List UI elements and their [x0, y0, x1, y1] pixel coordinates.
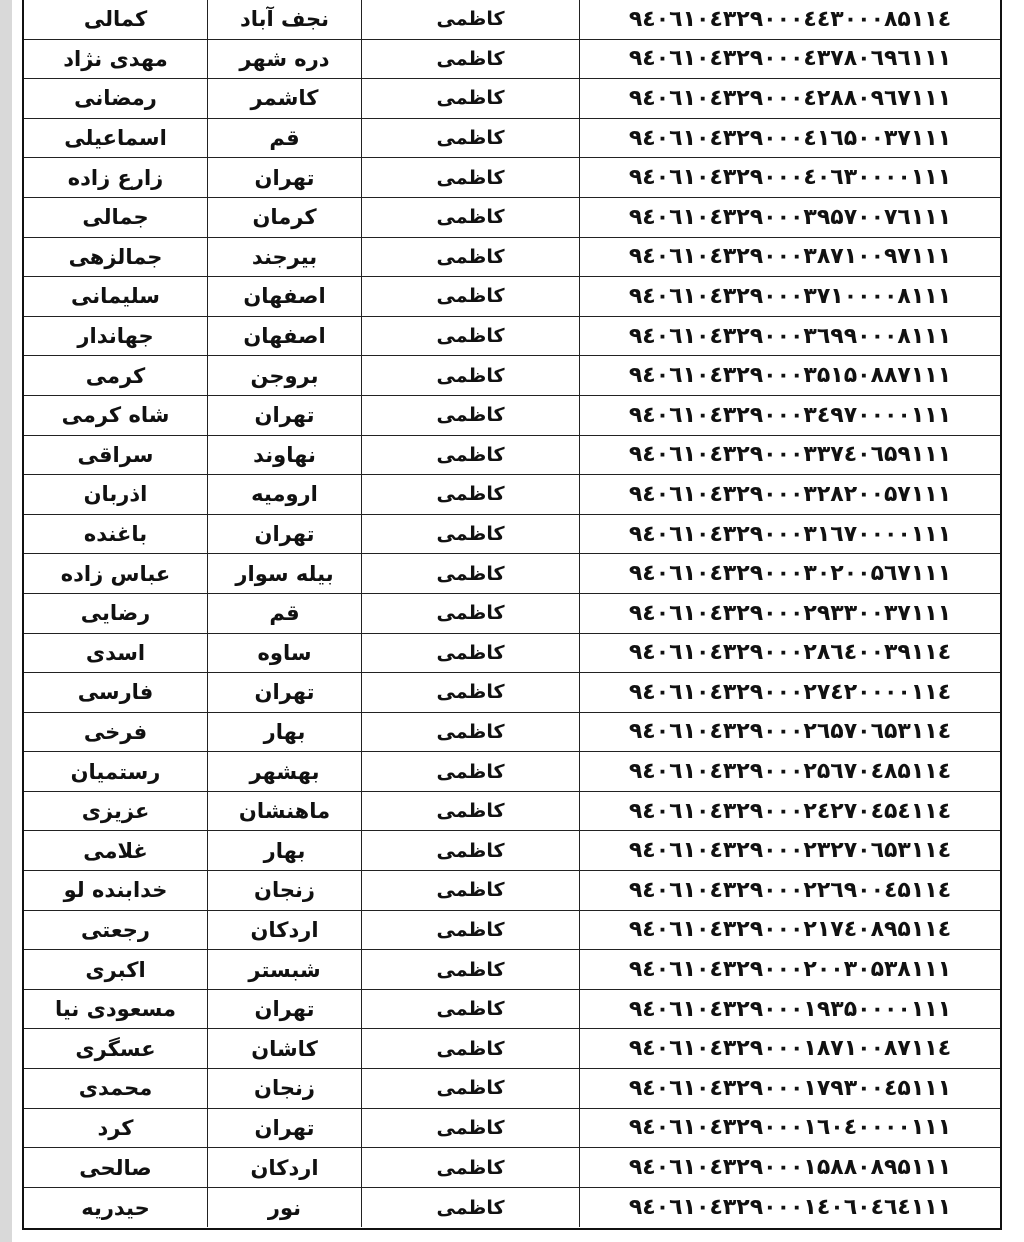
- family-cell: کاظمی: [362, 673, 580, 712]
- city-cell: اردکان: [208, 911, 362, 950]
- name-cell: کمالی: [24, 0, 208, 39]
- table-row: [24, 475, 1000, 515]
- family-cell: کاظمی: [362, 0, 580, 39]
- family-cell: کاظمی: [362, 158, 580, 197]
- account-number-cell: ۹٤۰٦۱۰٤۳۲۹۰۰۰٤٤۳۰۰۰۸۵۱۱٤: [628, 6, 952, 32]
- table-row: [24, 990, 1000, 1030]
- name-cell: شاه کرمی: [24, 396, 208, 435]
- city-cell: اصفهان: [208, 277, 362, 316]
- table-row: [24, 1069, 1000, 1109]
- name-cell: عسگری: [24, 1029, 208, 1068]
- family-cell: کاظمی: [362, 436, 580, 475]
- account-number-cell: ۹٤۰٦۱۰٤۳۲۹۰۰۰۳۸۷۱۰۰۹۷۱۱۱: [628, 244, 952, 270]
- family-cell: کاظمی: [362, 713, 580, 752]
- table-row: [24, 554, 1000, 594]
- city-cell: تهران: [208, 158, 362, 197]
- account-number-cell: ۹٤۰٦۱۰٤۳۲۹۰۰۰۲٤۲۷۰٤۵٤۱۱٤: [628, 798, 952, 824]
- name-cell: خدابنده لو: [24, 871, 208, 910]
- family-cell: کاظمی: [362, 1188, 580, 1228]
- name-cell: مسعودی نیا: [24, 990, 208, 1029]
- name-cell: اسماعیلی: [24, 119, 208, 158]
- account-number-cell: ۹٤۰٦۱۰٤۳۲۹۰۰۰۳۲۸۲۰۰۵۷۱۱۱: [628, 481, 952, 507]
- table-row: [24, 673, 1000, 713]
- name-cell: صالحی: [24, 1148, 208, 1187]
- family-cell: کاظمی: [362, 950, 580, 989]
- name-cell: جمالی: [24, 198, 208, 237]
- name-cell: اکبری: [24, 950, 208, 989]
- account-number-cell: ۹٤۰٦۱۰٤۳۲۹۰۰۰۳۱٦۷۰۰۰۰۱۱۱: [628, 521, 952, 547]
- account-number-cell: ۹٤۰٦۱۰٤۳۲۹۰۰۰۲۳۲۷۰٦۵۳۱۱٤: [628, 838, 952, 864]
- table-row: [24, 436, 1000, 476]
- city-cell: نهاوند: [208, 436, 362, 475]
- family-cell: کاظمی: [362, 356, 580, 395]
- page-edge-strip: [0, 0, 12, 1242]
- name-cell: سراقی: [24, 436, 208, 475]
- city-cell: تهران: [208, 673, 362, 712]
- name-cell: فارسی: [24, 673, 208, 712]
- account-number-cell: ۹٤۰٦۱۰٤۳۲۹۰۰۰٤۱٦۵۰۰۳۷۱۱۱: [628, 125, 952, 151]
- table-row: [24, 1188, 1000, 1228]
- city-cell: زنجان: [208, 1069, 362, 1108]
- city-cell: دره شهر: [208, 40, 362, 79]
- name-cell: باغنده: [24, 515, 208, 554]
- family-cell: کاظمی: [362, 396, 580, 435]
- city-cell: بروجن: [208, 356, 362, 395]
- family-cell: کاظمی: [362, 554, 580, 593]
- table-row: [24, 158, 1000, 198]
- name-cell: سلیمانی: [24, 277, 208, 316]
- city-cell: ماهنشان: [208, 792, 362, 831]
- name-cell: زارع زاده: [24, 158, 208, 197]
- family-cell: کاظمی: [362, 752, 580, 791]
- name-cell: غلامی: [24, 831, 208, 870]
- family-cell: کاظمی: [362, 238, 580, 277]
- account-number-cell: ۹٤۰٦۱۰٤۳۲۹۰۰۰۲۸٦٤۰۰۳۹۱۱٤: [628, 640, 952, 666]
- city-cell: نجف آباد: [208, 0, 362, 39]
- city-cell: بهار: [208, 713, 362, 752]
- family-cell: کاظمی: [362, 277, 580, 316]
- name-cell: مهدی نژاد: [24, 40, 208, 79]
- city-cell: ارومیه: [208, 475, 362, 514]
- account-number-cell: ۹٤۰٦۱۰٤۳۲۹۰۰۰۱۷۹۳۰۰٤۵۱۱۱: [628, 1075, 952, 1101]
- table-row: [24, 238, 1000, 278]
- family-cell: کاظمی: [362, 594, 580, 633]
- table-row: [24, 1109, 1000, 1149]
- city-cell: ساوه: [208, 634, 362, 673]
- table-row: [24, 515, 1000, 555]
- account-number-cell: ۹٤۰٦۱۰٤۳۲۹۰۰۰۳۷۱۰۰۰۰۸۱۱۱: [628, 283, 952, 309]
- name-cell: حیدریه: [24, 1188, 208, 1228]
- account-number-cell: ۹٤۰٦۱۰٤۳۲۹۰۰۰۱۹۳۵۰۰۰۰۱۱۱: [628, 996, 952, 1022]
- table-row: [24, 634, 1000, 674]
- family-cell: کاظمی: [362, 911, 580, 950]
- city-cell: کرمان: [208, 198, 362, 237]
- family-cell: کاظمی: [362, 79, 580, 118]
- name-cell: رجعتی: [24, 911, 208, 950]
- table-row: [24, 79, 1000, 119]
- city-cell: بیله سوار: [208, 554, 362, 593]
- name-cell: کرمی: [24, 356, 208, 395]
- name-cell: اسدی: [24, 634, 208, 673]
- account-number-cell: ۹٤۰٦۱۰٤۳۲۹۰۰۰٤۳۷۸۰٦۹٦۱۱۱: [628, 46, 952, 72]
- name-cell: جهاندار: [24, 317, 208, 356]
- name-cell: رضایی: [24, 594, 208, 633]
- table-row: [24, 1148, 1000, 1188]
- account-number-cell: ۹٤۰٦۱۰٤۳۲۹۰۰۰۲۷٤۲۰۰۰۰۱۱٤: [628, 679, 952, 705]
- table-row: [24, 198, 1000, 238]
- family-cell: کاظمی: [362, 317, 580, 356]
- family-cell: کاظمی: [362, 119, 580, 158]
- table-row: [24, 40, 1000, 80]
- table-row: [24, 396, 1000, 436]
- name-cell: اذربان: [24, 475, 208, 514]
- family-cell: کاظمی: [362, 1148, 580, 1187]
- name-cell: رمضانی: [24, 79, 208, 118]
- city-cell: نور: [208, 1188, 362, 1228]
- account-number-cell: ۹٤۰٦۱۰٤۳۲۹۰۰۰۳٦۹۹۰۰۰۸۱۱۱: [628, 323, 952, 349]
- account-number-cell: ۹٤۰٦۱۰٤۳۲۹۰۰۰۳۹۵۷۰۰۷٦۱۱۱: [628, 204, 952, 230]
- table-row: [24, 950, 1000, 990]
- table-row: [24, 1029, 1000, 1069]
- name-cell: عزیزی: [24, 792, 208, 831]
- account-number-cell: ۹٤۰٦۱۰٤۳۲۹۰۰۰۲۹۳۳۰۰۳۷۱۱۱: [628, 600, 952, 626]
- name-cell: محمدی: [24, 1069, 208, 1108]
- account-number-cell: ۹٤۰٦۱۰٤۳۲۹۰۰۰۱٦۰٤۰۰۰۰۱۱۱: [628, 1115, 952, 1141]
- city-cell: شبستر: [208, 950, 362, 989]
- table-row: [24, 713, 1000, 753]
- account-number-cell: ۹٤۰٦۱۰٤۳۲۹۰۰۰۲۵٦۷۰٤۸۵۱۱٤: [628, 759, 952, 785]
- city-cell: کاشان: [208, 1029, 362, 1068]
- table-row: [24, 911, 1000, 951]
- family-cell: کاظمی: [362, 831, 580, 870]
- account-number-cell: ۹٤۰٦۱۰٤۳۲۹۰۰۰۱۵۸۸۰۸۹۵۱۱۱: [628, 1155, 952, 1181]
- account-number-cell: ۹٤۰٦۱۰٤۳۲۹۰۰۰۳٤۹۷۰۰۰۰۱۱۱: [628, 402, 952, 428]
- name-cell: عباس زاده: [24, 554, 208, 593]
- city-cell: زنجان: [208, 871, 362, 910]
- family-cell: کاظمی: [362, 1029, 580, 1068]
- table-row: [24, 594, 1000, 634]
- city-cell: بهشهر: [208, 752, 362, 791]
- table-row: [24, 831, 1000, 871]
- family-cell: کاظمی: [362, 792, 580, 831]
- city-cell: تهران: [208, 396, 362, 435]
- city-cell: اصفهان: [208, 317, 362, 356]
- table-row: [24, 752, 1000, 792]
- family-cell: کاظمی: [362, 515, 580, 554]
- table-row: [24, 119, 1000, 159]
- family-cell: کاظمی: [362, 634, 580, 673]
- family-cell: کاظمی: [362, 40, 580, 79]
- accounts-table: [22, 0, 1002, 1230]
- city-cell: اردکان: [208, 1148, 362, 1187]
- city-cell: تهران: [208, 515, 362, 554]
- name-cell: رستمیان: [24, 752, 208, 791]
- name-cell: کرد: [24, 1109, 208, 1148]
- table-row: [24, 792, 1000, 832]
- name-cell: جمالزهی: [24, 238, 208, 277]
- account-number-cell: ۹٤۰٦۱۰٤۳۲۹۰۰۰۱۸۷۱۰۰۸۷۱۱٤: [628, 1036, 952, 1062]
- account-number-cell: ۹٤۰٦۱۰٤۳۲۹۰۰۰۳۳۷٤۰٦۵۹۱۱۱: [628, 442, 952, 468]
- family-cell: کاظمی: [362, 475, 580, 514]
- city-cell: بیرجند: [208, 238, 362, 277]
- account-number-cell: ۹٤۰٦۱۰٤۳۲۹۰۰۰۲٦۵۷۰٦۵۳۱۱٤: [628, 719, 952, 745]
- city-cell: قم: [208, 119, 362, 158]
- city-cell: کاشمر: [208, 79, 362, 118]
- table-row: [24, 277, 1000, 317]
- table-row: [24, 317, 1000, 357]
- family-cell: کاظمی: [362, 1069, 580, 1108]
- table-row: [24, 871, 1000, 911]
- account-number-cell: ۹٤۰٦۱۰٤۳۲۹۰۰۰۲۲٦۹۰۰٤۵۱۱٤: [628, 877, 952, 903]
- family-cell: کاظمی: [362, 1109, 580, 1148]
- city-cell: تهران: [208, 990, 362, 1029]
- family-cell: کاظمی: [362, 990, 580, 1029]
- city-cell: تهران: [208, 1109, 362, 1148]
- account-number-cell: ۹٤۰٦۱۰٤۳۲۹۰۰۰۲۰۰۳۰۵۳۸۱۱۱: [628, 957, 952, 983]
- table-row: [24, 0, 1000, 40]
- city-cell: قم: [208, 594, 362, 633]
- account-number-cell: ۹٤۰٦۱۰٤۳۲۹۰۰۰۳۰۲۰۰۵٦۷۱۱۱: [628, 561, 952, 587]
- account-number-cell: ۹٤۰٦۱۰٤۳۲۹۰۰۰٤۰٦۳۰۰۰۰۱۱۱: [628, 165, 952, 191]
- account-number-cell: ۹٤۰٦۱۰٤۳۲۹۰۰۰۳۵۱۵۰۸۸۷۱۱۱: [628, 363, 952, 389]
- city-cell: بهار: [208, 831, 362, 870]
- account-number-cell: ۹٤۰٦۱۰٤۳۲۹۰۰۰۲۱۷٤۰۸۹۵۱۱٤: [628, 917, 952, 943]
- family-cell: کاظمی: [362, 871, 580, 910]
- family-cell: کاظمی: [362, 198, 580, 237]
- account-number-cell: ۹٤۰٦۱۰٤۳۲۹۰۰۰۱٤۰٦۰٤٦٤۱۱۱: [628, 1195, 952, 1221]
- account-number-cell: ۹٤۰٦۱۰٤۳۲۹۰۰۰٤۲۸۸۰۹٦۷۱۱۱: [628, 85, 952, 111]
- name-cell: فرخی: [24, 713, 208, 752]
- table-row: [24, 356, 1000, 396]
